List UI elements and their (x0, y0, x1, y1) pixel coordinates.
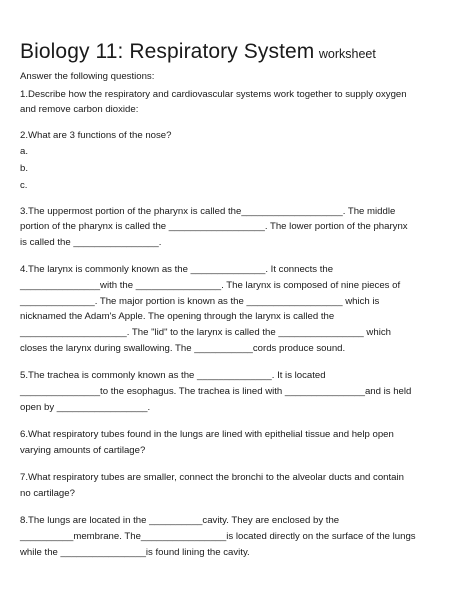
worksheet-title (20, 40, 376, 64)
q7-line2: no cartilage? (20, 488, 75, 499)
q8-line1: 8.The lungs are located in the __________cavity. They are enclosed by the (20, 515, 340, 526)
q2-line: 2.What are 3 functions of the nose? (20, 130, 172, 141)
q4-line3: ______________. The major portion is known as the __________________ which is (20, 296, 380, 307)
q1-line1: 1.Describe how the respiratory and cardiovascular systems work together to supply oxygen (20, 89, 407, 100)
q5-line3: open by _________________. (20, 402, 151, 413)
title-sub: worksheet (318, 47, 376, 61)
q7-line1: 7.What respiratory tubes are smaller, connect the bronchi to the alveolar ducts and contain (20, 472, 404, 483)
title-main: Biology 11: Respiratory System (20, 40, 315, 63)
q6-line1: 6.What respiratory tubes found in the lungs are lined with epithelial tissue and help open (20, 429, 394, 440)
q5-line1: 5.The trachea is commonly known as the ______________. It is located (20, 370, 326, 381)
q4-line5: ____________________. The "lid" to the larynx is called the ________________ which (20, 327, 391, 338)
q6-line2: varying amounts of cartilage? (20, 445, 146, 456)
q3-line2: portion of the pharynx is called the __________________. The lower portion of the pharynx (20, 221, 408, 232)
q4-line2: _______________with the ________________. The larynx is composed of nine pieces of (20, 280, 401, 291)
instructions: Answer the following questions: (20, 71, 155, 82)
q8-line2: __________membrane. The________________is located directly on the surface of the lungs (20, 531, 416, 542)
q2-answer-b: b. (20, 163, 29, 174)
q3-line3: is called the ________________. (20, 237, 162, 248)
q4-line4: nicknamed the Adam's Apple. The opening through the larynx is called the (20, 311, 335, 322)
q1-line2: and remove carbon dioxide: (20, 104, 139, 115)
q2-answer-c: c. (20, 180, 28, 191)
q8-line3: while the ________________is found lining the cavity. (20, 547, 250, 558)
q4-line1: 4.The larynx is commonly known as the ______________. It connects the (20, 264, 334, 275)
q5-line2: _______________to the esophagus. The trachea is lined with _______________and is held (20, 386, 412, 397)
q3-line1: 3.The uppermost portion of the pharynx is called the___________________. The middle (20, 206, 396, 217)
q2-answer-a: a. (20, 146, 29, 157)
q4-line6: closes the larynx during swallowing. The ___________cords produce sound. (20, 343, 346, 354)
